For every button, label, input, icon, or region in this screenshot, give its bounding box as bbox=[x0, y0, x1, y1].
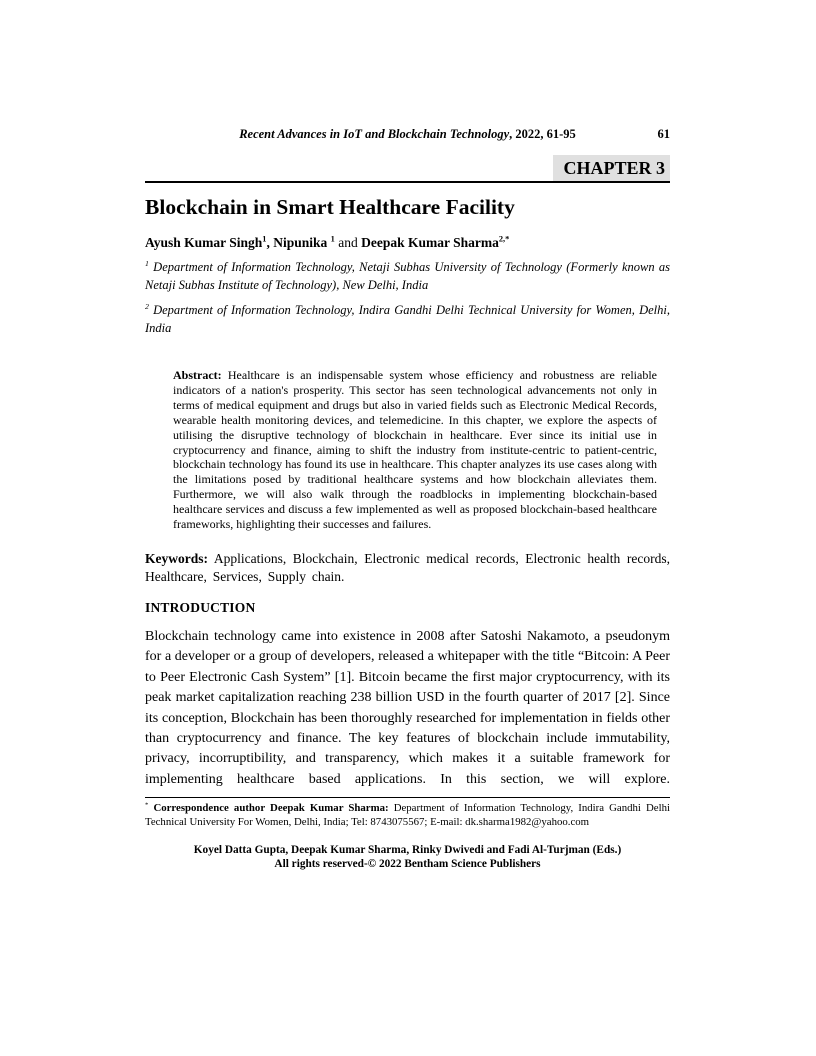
affiliation-1 bbox=[145, 259, 670, 294]
affiliation-1-text: Department of Information Technology, Netaji Subhas University of Technology (Formerly known as Netaji Subhas Institute of Technology), New Delhi, India bbox=[145, 260, 670, 292]
author-1-affmark: 1 bbox=[262, 234, 267, 244]
author-3-affmark: 2,* bbox=[498, 234, 510, 244]
running-header-text bbox=[239, 127, 576, 141]
page-number: 61 bbox=[657, 127, 670, 141]
abstract-label: Abstract: bbox=[173, 368, 222, 382]
footnote-asterisk: * bbox=[145, 801, 149, 809]
authors-conjunction: and bbox=[334, 235, 362, 250]
introduction-paragraph: Blockchain technology came into existence in 2008 after Satoshi Nakamoto, a pseudonym for a developer or a group of developers, released a whitepaper with the title “Bitcoin: A Peer to Peer Electronic Cash System” [1]. Bitcoin became the first major cryptocurrency, with its peak market capitalization reaching 238 billion USD in the fourth quarter of 2017 [2]. Since its conception, Blockchain has been thoroughly researched for implementation in fields other than cryptocurrency and finance. The key features of blockchain include immutability, privacy, incorruptibility, and transparency, which makes it a suitable framework for implementing healthcare based applications. In this section, we will explore. bbox=[145, 628, 670, 787]
keywords bbox=[145, 550, 670, 587]
authors-separator: , bbox=[266, 235, 274, 250]
footnote-divider bbox=[145, 797, 670, 798]
chapter-rule bbox=[145, 155, 670, 183]
affiliation-2 bbox=[145, 302, 670, 337]
journal-citation: , 2022, 61-95 bbox=[509, 127, 576, 141]
chapter-badge: CHAPTER 3 bbox=[553, 155, 670, 181]
introduction-heading: INTRODUCTION bbox=[145, 599, 256, 615]
author-3: Deepak Kumar Sharma$^{2,*}$ bbox=[361, 234, 510, 250]
author-2: Nipunika $^1$ bbox=[273, 234, 335, 250]
affiliation-2-marker: 2 bbox=[145, 301, 149, 311]
author-1: Ayush Kumar Singh$^1$ bbox=[145, 234, 267, 250]
affiliation-2-text: Department of Information Technology, Indira Gandhi Delhi Technical University for Women, Delhi, India bbox=[145, 303, 670, 335]
editors-line: Koyel Datta Gupta, Deepak Kumar Sharma, Rinky Dwivedi and Fadi Al-Turjman (Eds.) bbox=[193, 843, 622, 856]
rights-line: All rights reserved-© 2022 Bentham Science Publishers bbox=[274, 858, 541, 871]
authors-line bbox=[145, 235, 670, 251]
book-footer bbox=[145, 843, 670, 872]
journal-title: Recent Advances in IoT and Blockchain Technology bbox=[239, 127, 510, 141]
footnote-label: Correspondence author Deepak Kumar Sharma: bbox=[148, 802, 389, 815]
keywords-text: Applications, Blockchain, Electronic medical records, Electronic health records, Healthcare, Services, Supply chain. bbox=[145, 550, 670, 585]
footnote-text: Department of Information Technology, Indira Gandhi Delhi Technical University For Women, Delhi, India; Tel: 8743075567; E-mail: dk.sharma1982@yahoo.com bbox=[145, 802, 670, 829]
author-2-affmark: 1 bbox=[330, 234, 335, 244]
chapter-title: Blockchain in Smart Healthcare Facility bbox=[145, 195, 515, 219]
abstract-text: Healthcare is an indispensable system whose efficiency and robustness are reliable indicators of a nation's prosperity. This sector has seen technological advancements not only in terms of medical equipment and drugs but also in varied fields such as Electronic Medical Records, wearable health monitoring devices, and telemedicine. In this chapter, we explore the aspects of utilising the disruptive technology of blockchain in healthcare. Ever since its initial use in cryptocurrency and finance, aiming to shift the industry from institute-centric to patient-centric, blockchain technology has found its use in healthcare. This chapter analyzes its use cases along with the limitations posed by traditional healthcare systems and how blockchain alleviates them. Furthermore, we will also walk through the roadblocks in implementing blockchain-based healthcare services and discuss a few implemented as well as proposed blockchain-based healthcare frameworks, highlighting their successes and failures. bbox=[173, 368, 657, 532]
abstract bbox=[173, 368, 657, 532]
affiliation-1-marker: 1 bbox=[145, 258, 149, 268]
correspondence-footnote bbox=[145, 802, 670, 830]
running-header bbox=[145, 127, 670, 143]
keywords-label: Keywords: bbox=[145, 550, 208, 566]
